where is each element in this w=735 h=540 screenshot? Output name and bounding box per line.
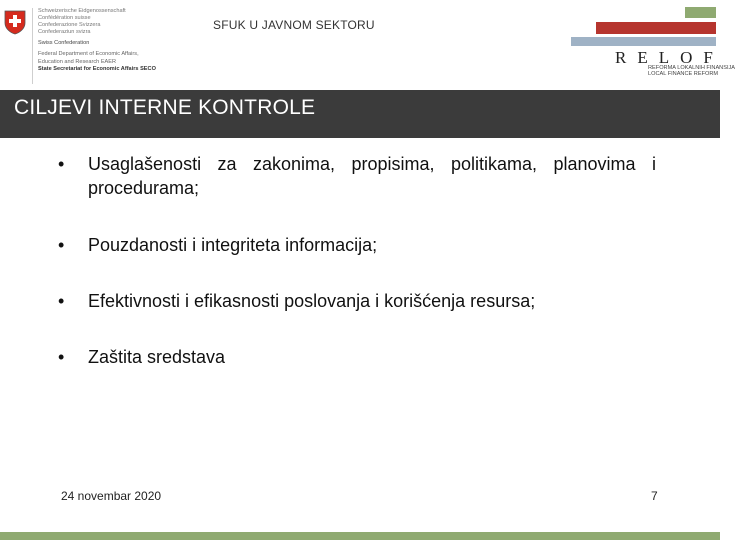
relof-red-bar	[596, 22, 716, 34]
bullet-text: Pouzdanosti i integriteta informacija;	[88, 235, 378, 255]
bullet-icon: •	[58, 154, 65, 174]
relof-subtitle-english: LOCAL FINANCE REFORM	[648, 71, 719, 77]
swiss-coat-of-arms-icon	[4, 10, 26, 35]
swiss-line-english: Swiss Confederation	[38, 40, 90, 47]
list-item	[56, 233, 656, 257]
swiss-line: Confederazione Svizzera	[38, 22, 101, 29]
bullet-text: Efektivnosti i efikasnosti poslovanja i korišćenja resursa;	[88, 291, 536, 311]
swiss-dept-line: State Secretariat for Economic Affairs SECO	[38, 65, 156, 72]
footer-date: 24 novembar 2020	[61, 489, 162, 503]
relof-green-bar	[685, 7, 716, 18]
list-item	[56, 345, 656, 369]
header-title: SFUK U JAVNOM SEKTORU	[213, 18, 375, 32]
relof-blue-bar	[571, 37, 716, 46]
list-item	[56, 152, 656, 200]
bullet-icon: •	[58, 235, 65, 255]
page-number: 7	[651, 489, 658, 503]
bullet-icon: •	[58, 291, 65, 311]
slide-title: CILJEVI INTERNE KONTROLE	[14, 96, 316, 119]
relof-subtitle: REFORMA LOKALNIH FINANSIJA	[648, 65, 735, 71]
swiss-line: Confédération suisse	[38, 15, 91, 22]
swiss-line: Schweizerische Eidgenossenschaft	[38, 8, 126, 14]
swiss-divider	[32, 8, 33, 84]
list-item	[56, 289, 656, 313]
bullet-icon: •	[58, 347, 65, 367]
bullet-text: Usaglašenosti za zakonima, propisima, politikama, planovima i procedurama;	[88, 154, 656, 198]
swiss-dept-line: Federal Department of Economic Affairs,	[38, 51, 139, 58]
bullet-text: Zaštita sredstava	[88, 347, 226, 367]
swiss-confederation-logo	[2, 6, 156, 84]
swiss-line: Confederaziun svizra	[38, 29, 91, 36]
relof-logo-text: RELOF	[615, 48, 724, 67]
bullet-list	[56, 152, 656, 369]
swiss-dept-line: Education and Research EAER	[38, 58, 117, 65]
bottom-green-strip	[0, 532, 720, 540]
swiss-text-block	[38, 8, 156, 73]
